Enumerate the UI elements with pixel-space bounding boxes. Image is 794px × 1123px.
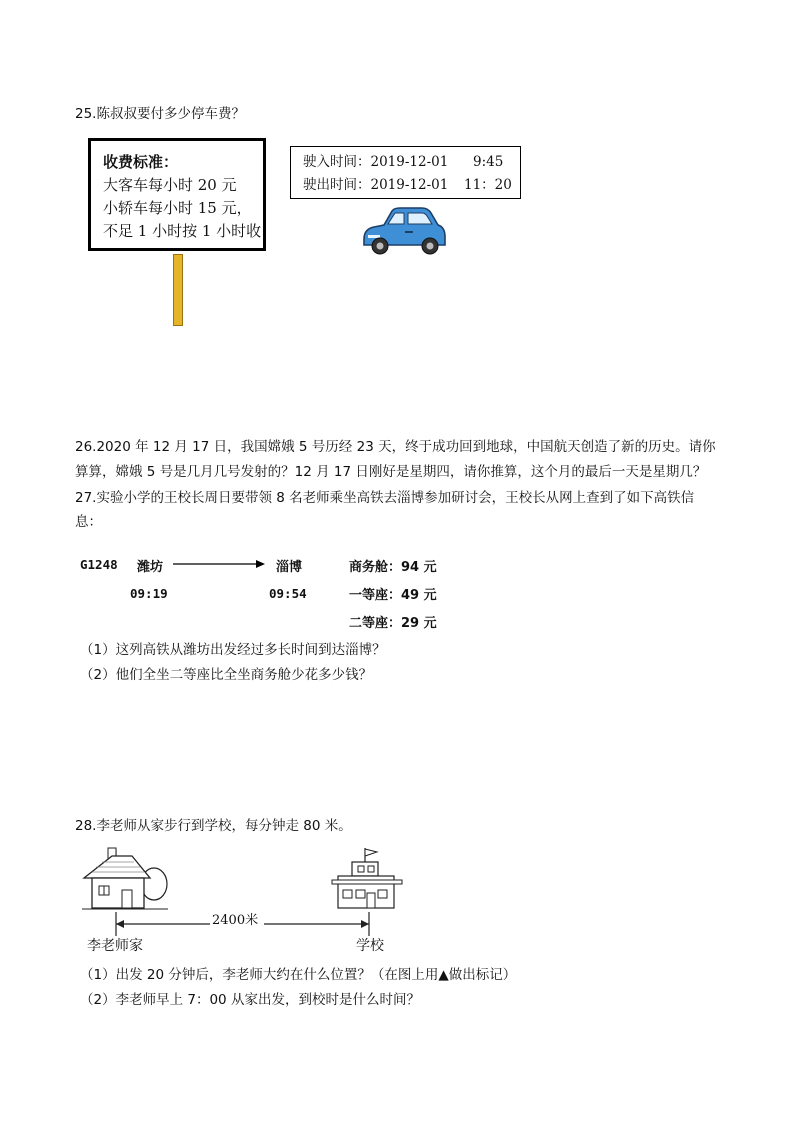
home-label: 李老师家 <box>87 938 143 954</box>
entry-time: 9:45 <box>473 154 504 170</box>
fare-first-class: 一等座：49 元 <box>349 588 437 603</box>
q26-line2: 算算，嫦娥 5 号是几月几号发射的？12 月 17 日刚好是星期四，请你推算，这个月的最后一天是星期几？ <box>75 464 707 480</box>
q28-sub2: （2）李老师早上 7：00 从家出发，到校时是什么时间？ <box>80 992 420 1008</box>
car-icon <box>360 203 448 259</box>
q26-line1: 26.2020 年 12 月 17 日，我国嫦娥 5 号历经 23 天，终于成功回到地球，中国航天创造了新的历史。请你 <box>75 439 716 455</box>
q27-sub2: （2）他们全坐二等座比全坐商务舱少花多少钱？ <box>80 667 373 683</box>
exit-time-label: 驶出时间： <box>303 177 371 193</box>
fee-rounding-rule: 不足 1 小时按 1 小时收 <box>103 222 262 240</box>
fee-sign-heading: 收费标准： <box>103 153 179 171</box>
fee-sign <box>88 138 266 251</box>
departure-time: 09:19 <box>130 586 168 601</box>
house-icon <box>82 842 170 912</box>
exit-date: 2019-12-01 <box>370 177 449 193</box>
arrival-station: 淄博 <box>276 560 303 575</box>
sign-pole <box>173 254 183 326</box>
fare-business: 商务舱：94 元 <box>349 560 437 575</box>
q27-sub1: （1）这列高铁从潍坊出发经过多长时间到达淄博？ <box>80 642 386 658</box>
q27-line2: 息： <box>75 514 102 530</box>
q28-sub1: （1）出发 20 分钟后，李老师大约在什么位置？（在图上用▲做出标记） <box>80 967 517 983</box>
fare-second-class: 二等座：29 元 <box>349 616 437 631</box>
route-arrow-icon <box>172 558 267 570</box>
train-number: G1248 <box>80 557 118 572</box>
q27-line1: 27.实验小学的王校长周日要带领 8 名老师乘坐高铁去淄博参加研讨会，王校长从网上查到了如下高铁信 <box>75 490 695 506</box>
distance-label: 2400米 <box>212 913 259 928</box>
entry-date: 2019-12-01 <box>370 154 449 170</box>
school-icon <box>330 846 406 912</box>
arrival-time: 09:54 <box>269 586 307 601</box>
school-label: 学校 <box>356 938 384 954</box>
fee-car-rate: 小轿车每小时 15 元， <box>103 199 252 217</box>
fee-bus-rate: 大客车每小时 20 元 <box>103 176 237 194</box>
entry-time-label: 驶入时间： <box>303 154 371 170</box>
parking-ticket <box>290 146 521 199</box>
departure-station: 潍坊 <box>137 560 164 575</box>
q25-title: 25.陈叔叔要付多少停车费？ <box>75 106 245 122</box>
exit-time: 11：20 <box>464 177 512 193</box>
q28-title: 28.李老师从家步行到学校，每分钟走 80 米。 <box>75 818 352 834</box>
